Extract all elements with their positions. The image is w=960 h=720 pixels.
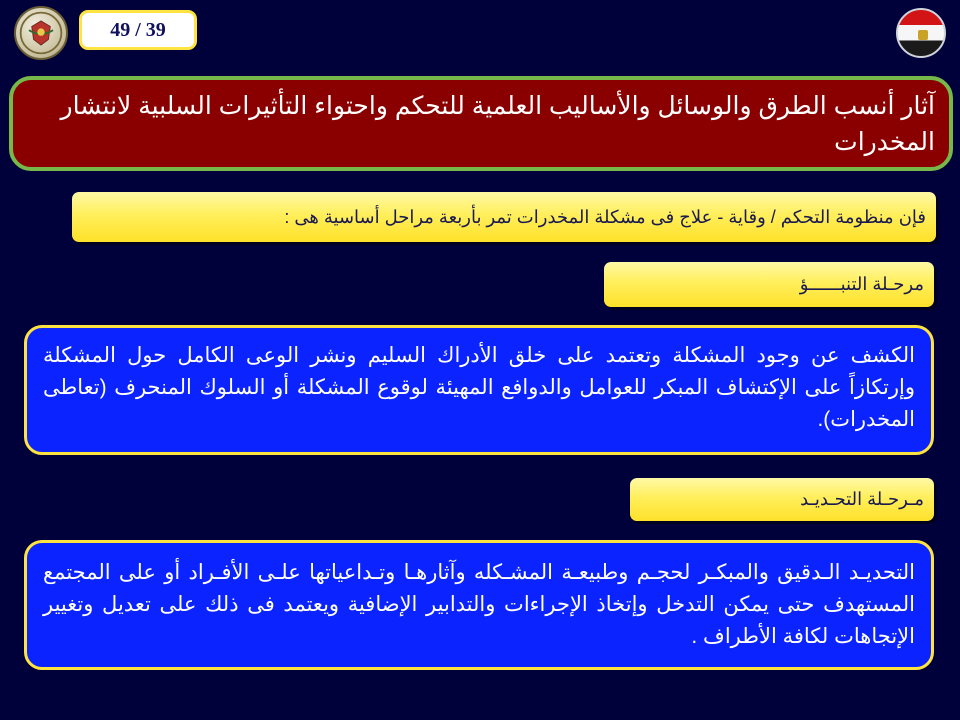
intro-text: فإن منظومة التحكم / وقاية - علاج فى مشكلة المخدرات تمر بأربعة مراحل أساسية هى :	[284, 206, 926, 227]
egypt-flag-icon	[896, 8, 946, 58]
stage-label-prediction	[604, 262, 934, 307]
page-counter: 49 / 39	[79, 10, 197, 50]
stage-description-prediction: الكشف عن وجود المشكلة وتعتمد على خلق الأدراك السليم ونشر الوعى الكامل حول المشكلة وإرتكازاً على الإكتشاف المبكر للعوامل والدوافع المهيئة لوقوع المشكلة أو السلوك المنحرف (تعاطى المخدرات).	[24, 325, 934, 455]
slide-title: آثار أنسب الطرق والوسائل والأساليب العلمية للتحكم واحتواء التأثيرات السلبية لانتشار المخدرات	[9, 76, 953, 171]
stage-label-text: مـرحـلة التحـديـد	[800, 489, 924, 509]
stage-label-text: مرحـلة التنبــــــؤ	[799, 274, 924, 294]
stage-label-identification	[630, 478, 934, 521]
military-emblem-icon	[14, 6, 68, 60]
intro-banner	[72, 192, 936, 242]
stage-description-identification: التحديـد الـدقيق والمبكـر لحجـم وطبيعـة المشـكله وآثارهـا وتـداعياتها علـى الأفـراد أو على المجتمع المستهدف حتى يمكن التدخل وإتخاذ الإجراءات والتدابير الإضافية ويعتمد فى ذلك على تعديل وتغيير الإتجاهات لكافة الأطراف .	[24, 540, 934, 670]
